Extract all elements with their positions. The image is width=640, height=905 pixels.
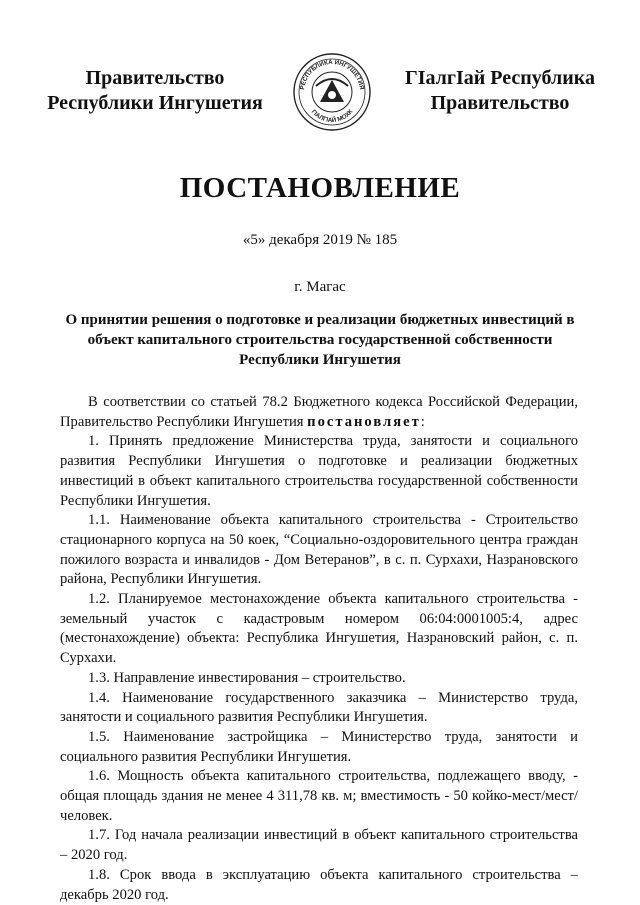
coat-of-arms-seal-icon: [292, 52, 372, 132]
intro-paragraph: [60, 393, 578, 432]
header-left: [40, 66, 270, 116]
seal-bottom-text: ГӀАЛГӀАЙ МОХК: [309, 108, 355, 125]
document-city: г. Магас: [294, 279, 346, 295]
header-right-line2: Правительство: [430, 92, 570, 114]
document-title: ПОСТАНОВЛЕНИЕ: [179, 172, 461, 204]
item-1-6: 1.6. Мощность объекта капитального строительства, подлежащего вводу, - общая площадь здания не менее 4 311,78 кв. м; вместимость - 50 койко-мест/мест/человек.: [60, 768, 578, 824]
header-right-line1: ГӀалгӀай Республика: [405, 67, 595, 89]
header-left-line2: Республики Ингушетия: [47, 92, 263, 114]
header-left-line1: Правительство: [85, 67, 225, 89]
document-subject: О принятии решения о подготовке и реализации бюджетных инвестиций в объект капитального строительства государственной собственности Республики Ингушетия: [65, 312, 575, 368]
seal-top-text: РЕСПУБЛИКА ИНГУШЕТИЯ: [299, 58, 365, 91]
svg-text:ГӀАЛГӀАЙ МОХК: [310, 108, 355, 124]
item-1-1: 1.1. Наименование объекта капитального строительства - Строительство стационарного корпуса на 50 коек, “Социально-оздоровительного центра граждан пожилого возраста и инвалидов - Дом Ветеранов”, в с. п. Сурхахи, Назрановского района, Республики Ингушетия.: [60, 512, 578, 588]
intro-text: В соответствии со статьей 78.2 Бюджетного кодекса Российской Федерации, Правительство Республики Ингушетия: [60, 394, 578, 430]
intro-suffix: :: [420, 413, 425, 430]
item-1-4: 1.4. Наименование государственного заказчика – Министерство труда, занятости и социального развития Республики Ингушетия.: [60, 689, 578, 726]
item-1-2: 1.2. Планируемое местонахождение объекта капитального строительства - земельный участок с кадастровым номером 06:04:0001005:4, адрес (местонахождение) объекта: Республика Ингушетия, Назрановский район, с. п. Сурхахи.: [60, 591, 578, 667]
item-1: 1. Принять предложение Министерства труда, занятости и социального развития Республики Ингушетия о подготовке и реализации бюджетных инвестиций в объект капитального строительства государственной собственности Республики Ингушетия.: [60, 433, 578, 509]
document-date-number: «5» декабря 2019 № 185: [242, 232, 398, 248]
header-right: [385, 66, 615, 116]
item-1-7: 1.7. Год начала реализации инвестиций в объект капитального строительства – 2020 год.: [60, 827, 578, 864]
document-body: [60, 393, 578, 905]
item-1-5: 1.5. Наименование застройщика – Министерство труда, занятости и социального развития Республики Ингушетия.: [60, 728, 578, 765]
item-1-8: 1.8. Срок ввода в эксплуатацию объекта капитального строительства – декабрь 2020 год.: [60, 866, 578, 903]
item-1-3: 1.3. Направление инвестирования – строительство.: [88, 669, 406, 686]
intro-keyword: постановляет: [307, 413, 421, 430]
